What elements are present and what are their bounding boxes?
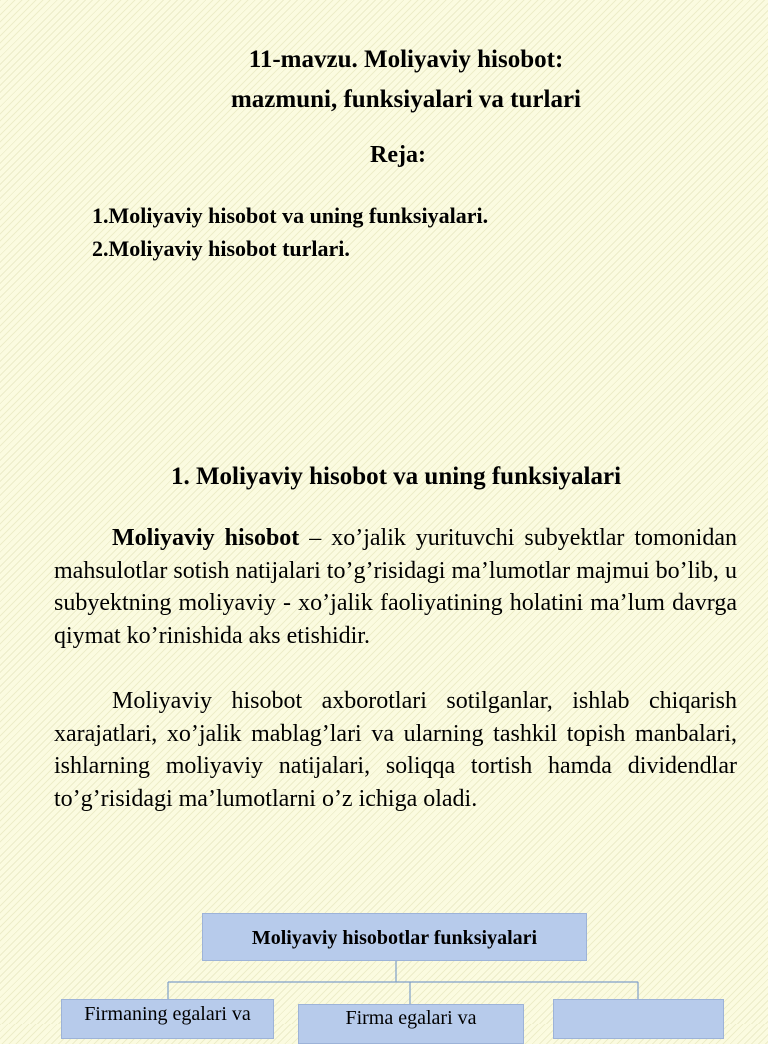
definition-term: Moliyaviy hisobot: [112, 525, 300, 551]
diagram-child-box-1: Firmaning egalari va: [61, 999, 274, 1039]
section-heading: 1. Moliyaviy hisobot va uning funksiyalari: [170, 463, 622, 490]
plan-heading: Reja:: [370, 142, 426, 168]
plan-item-2: 2.Moliyaviy hisobot turlari.: [92, 236, 350, 261]
diagram-child-box-3: [553, 999, 724, 1039]
diagram-child-box-2: Firma egalari va: [298, 1004, 524, 1044]
plan-list: [92, 199, 488, 265]
definition-text: – xo’jalik yurituvchi subyektlar tomonidan mahsulotlar sotish natijalari to’g’risidagi ma’lumotlar majmui bo’lib, u subyektning moliyaviy - xo’jalik faoliyatining holatini ma’lum davrga qiymat ko’rinishida aks etishidir.: [54, 525, 737, 649]
title-line-1: 11-mavzu. Moliyaviy hisobot:: [248, 46, 564, 73]
diagram-root-box: Moliyaviy hisobotlar funksiyalari: [202, 913, 587, 961]
page-title: [0, 40, 768, 120]
plan-item-1: 1.Moliyaviy hisobot va uning funksiyalari.: [92, 203, 489, 228]
title-line-2: mazmuni, funksiyalari va turlari: [230, 86, 581, 113]
info-paragraph: Moliyaviy hisobot axborotlari sotilganlar, ishlab chiqarish xarajatlari, xo’jalik mablag’lari va ularning tashkil topish manbalari, ishlarning moliyaviy natijalari, soliqqa tortish hamda dividendlar to’g’risidagi ma’lumotlarni o’z ichiga oladi.: [54, 688, 737, 812]
definition-paragraph: [54, 522, 737, 652]
